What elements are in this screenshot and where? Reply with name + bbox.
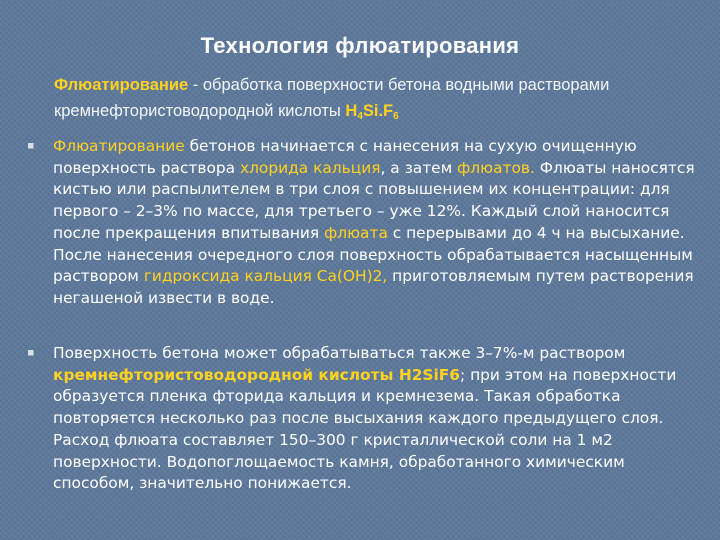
bullet-text-run: ; при этом на поверхности образуется пленка фторида кальция и кремнезема. Такая обработка повторяется несколько раз после высыхания каждого предыдущего слоя. Расход флюата составляет 150–300 г кристаллической соли на 1 м2 поверхности. Водопоглощаемость камня, обработанного химическим способом, значительно понижается. [53, 365, 677, 493]
highlighted-term: Флюатирование [53, 137, 185, 155]
slide-title: Технология флюатирования [200, 33, 520, 58]
bullet-text-run: Поверхность бетона может обрабатываться также 3–7%-м раствором [53, 344, 626, 362]
bullet-item-1 [28, 136, 704, 310]
intro-text: - обработка поверхности бетона водными растворами кремнефтористоводородной кислоты [54, 76, 610, 120]
highlighted-term: гидроксида кальция Са(ОН)2, [143, 267, 388, 286]
bullet-text-run: , а затем [380, 158, 458, 177]
intro-formula: $H_4Si.F_6$ [345, 102, 399, 122]
bullet-text-run: Флюаты наносятся кистью или распылителем в три слоя с повышением их концентрации: для первого – 2–3% по массе, для третьего – уже 12%. Каждый слой наносится после прекращения впитывания [53, 158, 695, 242]
bullet-text [53, 343, 704, 495]
intro-term: Флюатирование [54, 76, 189, 94]
intro-definition [54, 72, 694, 130]
bullet-text-run: бетонов начинается с нанесения на сухую очищенную поверхность раствора [53, 137, 637, 177]
bullet-item-2 [28, 343, 704, 495]
bullet-text [53, 136, 704, 310]
bullet-square-icon [28, 350, 34, 356]
bullet-square-icon [28, 143, 34, 149]
highlighted-term: кремнефтористоводородной кислоты H2SiF6 [53, 365, 460, 384]
highlighted-term: флюатов. [457, 158, 535, 177]
bullet-text-run: с перерывами до 4 ч на высыхание. После нанесения очередного слоя поверхность обрабатывается насыщенным раствором [53, 223, 693, 286]
highlighted-term: флюата [324, 223, 388, 242]
bullet-text-run: приготовляемым путем растворения негашеной извести в воде. [53, 267, 694, 307]
highlighted-term: хлорида кальция [239, 158, 381, 177]
